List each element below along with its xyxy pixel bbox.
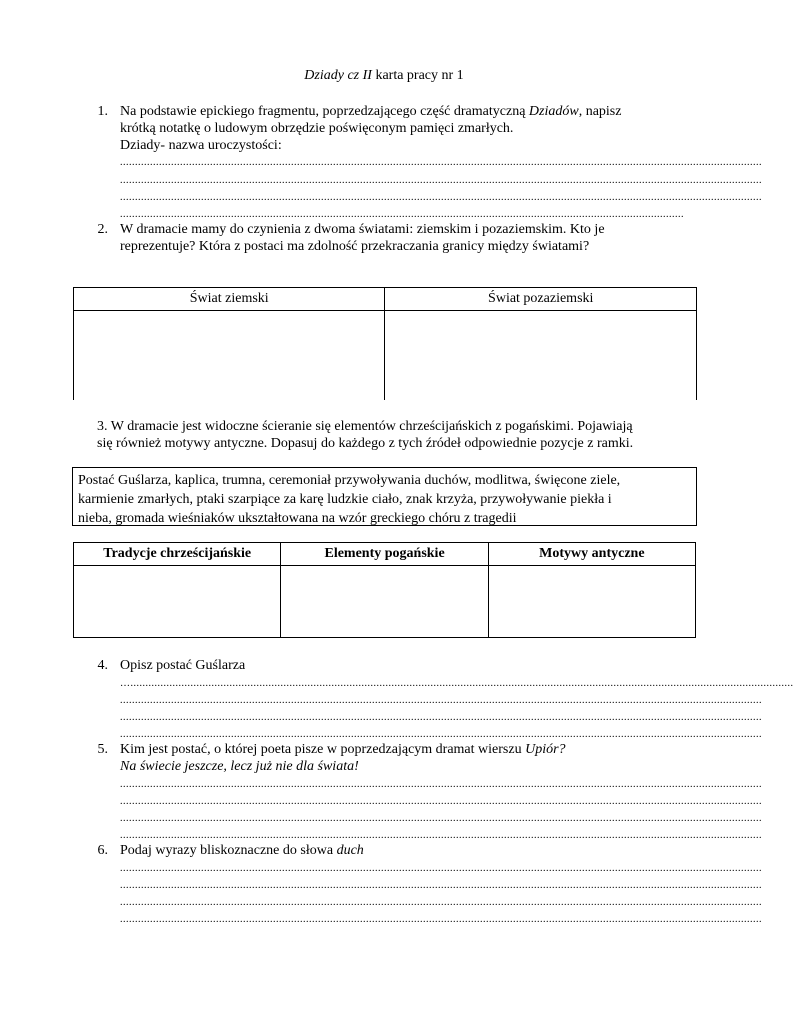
- elements-box-line3: nieba, gromada wieśniaków ukształtowana na wzór greckiego chóru z tragedii: [78, 511, 517, 526]
- q2-line1: W dramacie mamy do czynienia z dwoma światami: ziemskim i pozaziemskim. Kto je: [120, 222, 605, 237]
- worksheet-title: [0, 68, 768, 84]
- q5-answer-line-3[interactable]: ......................................................................................................................................................................................................................: [120, 813, 762, 824]
- sources-table-cell-pagan[interactable]: [281, 566, 488, 638]
- q1-line1-part-c: , napisz: [578, 104, 622, 119]
- elements-box-line2: karmienie zmarłych, ptaki szarpiące za karę ludzkie ciało, znak krzyża, przywoływanie piekła i: [78, 492, 612, 507]
- elements-box: [72, 467, 697, 526]
- sources-table-cell-christian[interactable]: [74, 566, 281, 638]
- q6-number: 6.: [97, 843, 108, 858]
- q4-answer-line-4[interactable]: ......................................................................................................................................................................................................................: [120, 729, 762, 740]
- q5-line1-text: Kim jest postać, o której poeta pisze w poprzedzającym dramat wierszu: [120, 742, 526, 757]
- worlds-table-header-otherworldly: Świat pozaziemski: [385, 288, 697, 311]
- q1-answer-line-4[interactable]: ............................................................................................................................................................................................: [120, 209, 684, 220]
- q5-quote-italic: Na świecie jeszcze, lecz już nie dla świata!: [120, 759, 359, 774]
- q5-line1: [120, 741, 566, 758]
- q1-line1-part-a: Na podstawie epickiego fragmentu, poprzedzającego część dramatyczną: [120, 104, 529, 119]
- worlds-table-cell-earthly[interactable]: [74, 311, 385, 400]
- q4-text: Opisz postać Guślarza: [120, 658, 246, 673]
- q2-line2: reprezentuje? Która z postaci ma zdolność przekraczania granicy między światami?: [120, 239, 590, 254]
- q6-answer-line-1[interactable]: ......................................................................................................................................................................................................................: [120, 863, 762, 874]
- q6-answer-line-3[interactable]: ......................................................................................................................................................................................................................: [120, 897, 762, 908]
- sources-table-header-pagan: Elementy pogańskie: [281, 543, 488, 566]
- q4-answer-line-3[interactable]: ......................................................................................................................................................................................................................: [120, 712, 762, 723]
- q6-line1-italic: duch: [336, 843, 364, 858]
- q5-line1-italic: Upiór?: [525, 742, 566, 757]
- q4-answer-line-1[interactable]: ….............................................................................................................................................................................................................................: [120, 678, 794, 689]
- q6-line1-text: Podaj wyrazy bliskoznaczne do słowa: [120, 843, 337, 858]
- title-rest: karta pracy nr 1: [371, 68, 464, 83]
- q4-answer-line-2[interactable]: ......................................................................................................................................................................................................................: [120, 695, 762, 706]
- q6-answer-line-2[interactable]: ......................................................................................................................................................................................................................: [120, 880, 762, 891]
- title-italic: Dziady cz II: [304, 68, 372, 83]
- q5-answer-line-4[interactable]: ......................................................................................................................................................................................................................: [120, 830, 762, 841]
- worlds-table: [73, 287, 697, 400]
- q1-line2: krótką notatkę o ludowym obrzędzie poświęconym pamięci zmarłych.: [120, 121, 514, 136]
- q2-number: 2.: [97, 222, 108, 237]
- q1-line3: Dziady- nazwa uroczystości:: [120, 138, 282, 153]
- q5-answer-line-1[interactable]: ......................................................................................................................................................................................................................: [120, 779, 762, 790]
- elements-box-line1: Postać Guślarza, kaplica, trumna, ceremoniał przywoływania duchów, modlitwa, święcone ziele,: [78, 473, 621, 488]
- q6-line1: [120, 842, 364, 859]
- q5-quote: [120, 758, 359, 775]
- sources-table-header-christian: Tradycje chrześcijańskie: [74, 543, 281, 566]
- sources-table: [73, 542, 696, 638]
- q1-answer-line-3[interactable]: ......................................................................................................................................................................................................................: [120, 192, 762, 203]
- worlds-table-cell-otherworldly[interactable]: [385, 311, 697, 400]
- q1-line1: [120, 103, 621, 120]
- q1-number: 1.: [97, 104, 108, 119]
- sources-table-header-antique: Motywy antyczne: [488, 543, 695, 566]
- q6-answer-line-4[interactable]: ......................................................................................................................................................................................................................: [120, 914, 762, 925]
- q4-number: 4.: [97, 658, 108, 673]
- q3-line1: 3. W dramacie jest widoczne ścieranie się elementów chrześcijańskich z pogańskimi. Pojawiają: [97, 419, 633, 434]
- q1-answer-line-2[interactable]: ......................................................................................................................................................................................................................: [120, 175, 762, 186]
- sources-table-cell-antique[interactable]: [488, 566, 695, 638]
- q3-line2: się również motywy antyczne. Dopasuj do każdego z tych źródeł odpowiednie pozycje z ramki.: [97, 436, 634, 451]
- q5-number: 5.: [97, 742, 108, 757]
- worlds-table-header-earthly: Świat ziemski: [74, 288, 385, 311]
- q1-answer-line-1[interactable]: ......................................................................................................................................................................................................................: [120, 157, 762, 168]
- q1-line1-italic: Dziadów: [528, 104, 579, 119]
- q5-answer-line-2[interactable]: ......................................................................................................................................................................................................................: [120, 796, 762, 807]
